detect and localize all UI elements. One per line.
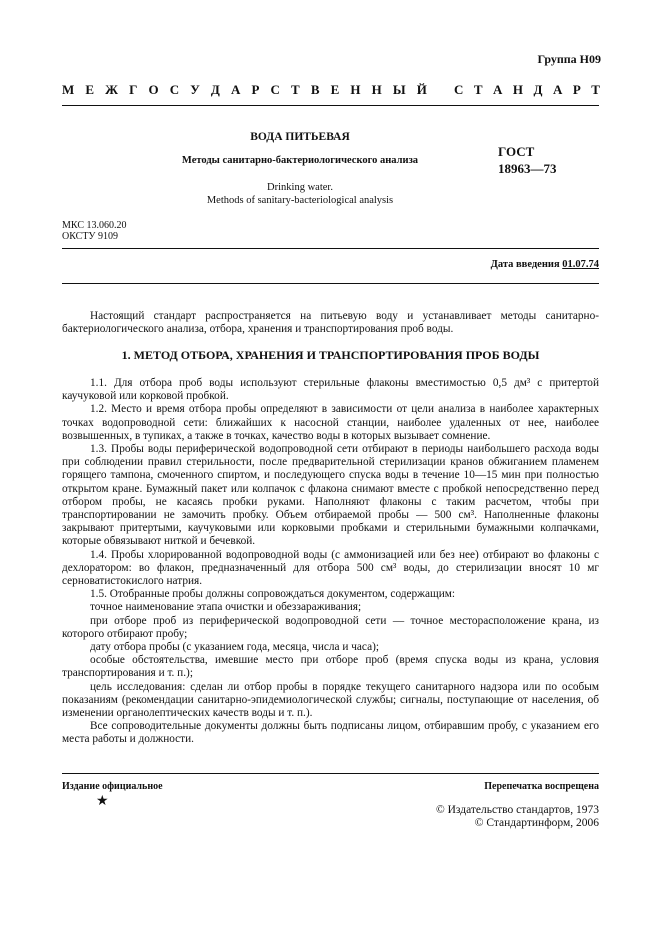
banner-letter: Е xyxy=(85,82,95,97)
header-rule xyxy=(62,105,599,106)
banner-letter: М xyxy=(62,82,75,97)
banner-letter: Н xyxy=(350,82,361,97)
banner-letter: А xyxy=(552,82,563,97)
banner-letter: Н xyxy=(512,82,524,97)
document-subtitle: Методы санитарно-бактериологического анализа xyxy=(181,155,419,166)
english-subtitle: Methods of sanitary-bacteriological analysis xyxy=(206,195,394,206)
paragraph: 1.5. Отобранные пробы должны сопровождаться документом, содержащим: xyxy=(90,588,456,601)
banner-letter: Т xyxy=(591,82,600,97)
banner-letter: Д xyxy=(210,82,220,97)
gost-number: 18963—73 xyxy=(498,161,557,176)
section-body xyxy=(62,377,599,747)
oksty-code: ОКСТУ 9109 xyxy=(62,231,119,242)
paragraph: 1.3. Пробы воды периферической водопроводной сети отбирают в периоды наибольшего расхода воды при соблюдении правил стерильности, после предварительной стерилизации кранов обжиганием пламенем горящего тампона, смоченного спиртом, и последующего спуска воды в течение 10—15 мин при полностью открытом кране. Бумажный пакет или колпачок с флакона снимают вместе с пробкой непосредственно перед отбором пробы, не касаясь пробки руками. Наполняют флаконы с таким расчетом, чтобы при транспортировании не замочить пробку. Объем отбираемой пробы — 500 см³. Наполненные флаконы закрывают притертыми, каучуковыми или корковыми пробками и стерильными бумажными колпачками, которые обвязывают ниткой и бечевкой. xyxy=(62,443,599,548)
official-edition: Издание официальное xyxy=(62,781,163,792)
banner-letter: Е xyxy=(330,82,340,97)
paragraph: при отборе проб из периферической водопроводной сети — точное месторасположение крана, из которого отбирают пробу; xyxy=(62,614,599,640)
banner-letter: Д xyxy=(533,82,543,97)
section-heading: 1. МЕТОД ОТБОРА, ХРАНЕНИЯ И ТРАНСПОРТИРОВАНИЯ ПРОБ ВОДЫ xyxy=(121,348,540,362)
paragraph: точное наименование этапа очистки и обеззараживания; xyxy=(90,601,362,614)
banner-letter: С xyxy=(454,82,464,97)
paragraph: 1.2. Место и время отбора пробы определяют в зависимости от цели анализа в наиболее характерных точках водопроводной сети: ближайших к насосной станции, наиболее удаленных от нее, наиболее возвышенных, в тупиках, а также в точках, качество воды в которых вызывает сомнение. xyxy=(62,403,599,442)
effective-date xyxy=(491,259,599,270)
banner-letter: У xyxy=(190,82,200,97)
mks-code: МКС 13.060.20 xyxy=(62,220,127,231)
star-icon: ★ xyxy=(96,794,109,809)
banner-letter: Р xyxy=(572,82,581,97)
banner-letter: С xyxy=(270,82,280,97)
document-title: ВОДА ПИТЬЕВАЯ xyxy=(250,131,350,143)
banner-word-1 xyxy=(62,82,427,98)
group-code: Группа Н09 xyxy=(537,52,601,66)
banner-letter: Р xyxy=(251,82,260,97)
copyright-block xyxy=(436,804,599,830)
banner-letter: С xyxy=(169,82,180,97)
copyright-1973: © Издательство стандартов, 1973 xyxy=(435,804,599,816)
banner-letter: В xyxy=(310,82,320,97)
footer-rule xyxy=(62,773,599,774)
banner-letter: Ы xyxy=(392,82,406,97)
effective-date-value: 01.07.74 xyxy=(562,259,599,270)
effective-date-label: Дата введения xyxy=(490,259,560,270)
banner-letter: Т xyxy=(291,82,300,97)
intro-text: Настоящий стандарт распространяется на питьевую воду и устанавливает методы санитарно-бактериологического анализа, отбора, хранения и транспортирования проб воды. xyxy=(62,310,599,336)
paragraph: особые обстоятельства, имевшие место при отборе проб (время спуска воды из крана, условия транспортирования и т. п.); xyxy=(62,654,599,680)
gost-label: ГОСТ xyxy=(498,144,535,159)
banner-letter: Ж xyxy=(105,82,119,97)
banner-letter: Т xyxy=(473,82,483,97)
copyright-2006: © Стандартинформ, 2006 xyxy=(474,817,599,829)
paragraph: Все сопроводительные документы должны быть подписаны лицом, отбиравшим пробу, с указанием его места работы и должности. xyxy=(62,720,599,746)
gost-number-block xyxy=(498,143,557,177)
paragraph: 1.4. Пробы хлорированной водопроводной воды (с аммонизацией или без нее) отбирают во флаконы с дехлоратором: во флакон, предназначенный для отбора 500 см³ воды, до стерилизации вносят 10 мг серноватистокислого натрия. xyxy=(62,548,599,588)
classification-codes xyxy=(62,220,126,242)
english-title: Drinking water. xyxy=(267,182,333,193)
banner-letter: А xyxy=(230,82,241,97)
paragraph: дату отбора пробы (с указанием года, месяца, числа и часа); xyxy=(90,641,379,654)
codes-rule xyxy=(62,248,599,249)
banner-letter: Н xyxy=(371,82,382,97)
intro-paragraph xyxy=(62,310,599,336)
reprint-prohibited: Перепечатка воспрещена xyxy=(484,781,599,792)
paragraph: цель исследования: сделан ли отбор пробы в порядке текущего санитарного надзора или по особым показаниям (рекомендации санитарно-эпидемиологической службы; сигналы, поступающие от населения, об изменении органолептических качеств воды и т. п.). xyxy=(62,680,599,720)
banner-letter: О xyxy=(148,82,159,97)
banner-letter: А xyxy=(493,82,503,97)
date-rule xyxy=(62,283,599,284)
banner-letter: Г xyxy=(129,82,138,97)
interstate-standard-banner xyxy=(62,82,600,98)
english-title-block xyxy=(120,181,480,207)
banner-letter: Й xyxy=(416,82,427,97)
paragraph: 1.1. Для отбора проб воды используют стерильные флаконы вместимостью 0,5 дм³ с притертой каучуковой или корковой пробкой. xyxy=(62,377,599,403)
banner-word-2 xyxy=(454,82,600,98)
